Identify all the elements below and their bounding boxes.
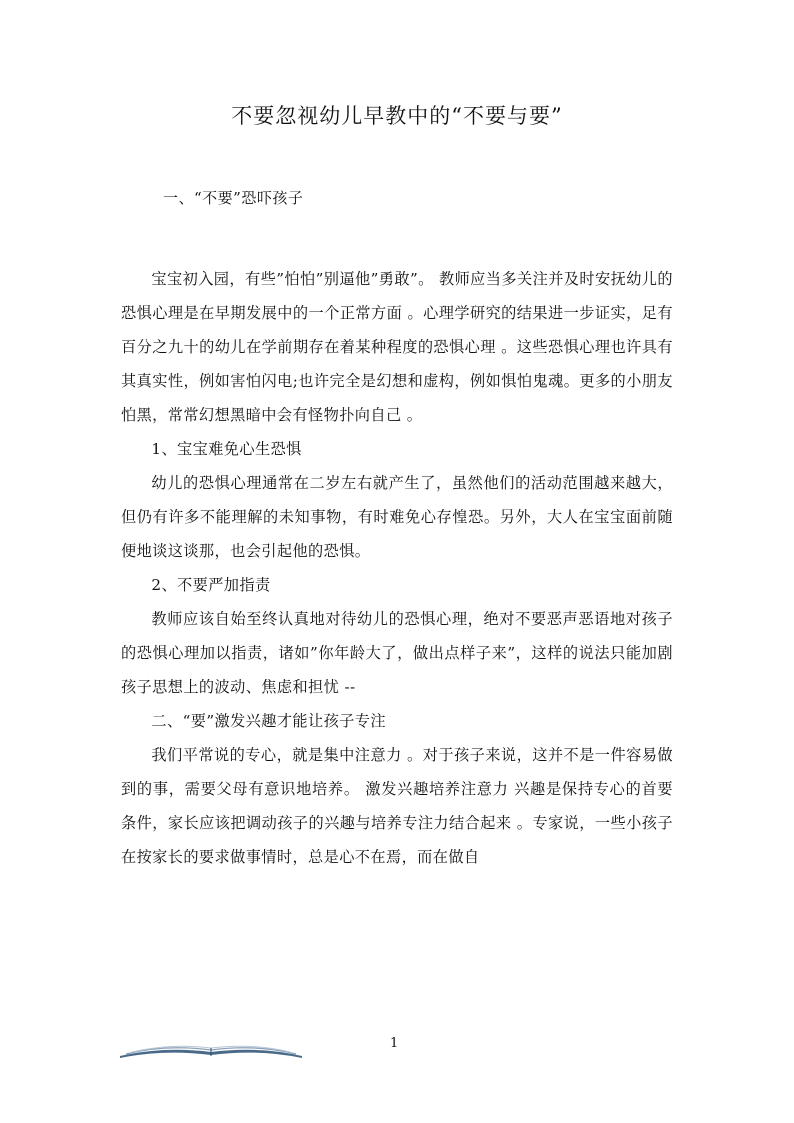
document-title: 不要忽视幼儿早教中的“不要与要” — [231, 104, 563, 128]
paragraph-1: 宝宝初入园，有些”怕怕”别逼他”勇敢”。 教师应当多关注并及时安抚幼儿的恐惧心理是在早期发展中的一个正常方面 。心理学研究的结果进一步证实，足有百分之九十的幼儿在学前期存在着某种程度的恐惧心理 。这些恐惧心理也许具有其真实性，例如害怕闪电;也许完全是幻想和虚构，例如惧怕鬼魂。更多的小朋友怕黑，常常幻想黑暗中会有怪物扑向自己 。 — [121, 270, 673, 424]
paragraph-2: 幼儿的恐惧心理通常在二岁左右就产生了，虽然他们的活动范围越来越大，但仍有许多不能理解的未知事物，有时难免心存惶恐。另外，大人在宝宝面前随便地谈这谈那，也会引起他的恐惧。 — [121, 474, 673, 560]
subheading-2: 2、不要严加指责 — [151, 576, 271, 594]
book-decoration-icon — [118, 1040, 304, 1060]
paragraph-4: 我们平常说的专心，就是集中注意力 。对于孩子来说，这并不是一件容易做到的事，需要父母有意识地培养。 激发兴趣培养注意力 兴趣是保持专心的首要条件，家长应该把调动孩子的兴趣与培养专注力结合起来 。专家说，一些小孩子在按家长的要求做事情时，总是心不在焉，而在做自 — [121, 746, 673, 866]
body-text — [121, 262, 673, 874]
section-heading-2: 二、“要”激发兴趣才能让孩子专注 — [151, 712, 386, 730]
section-heading-1: 一、“不要”恐吓孩子 — [163, 189, 304, 207]
subheading-1: 1、宝宝难免心生恐惧 — [151, 440, 302, 458]
page-number: 1 — [390, 1036, 399, 1051]
paragraph-3: 教师应该自始至终认真地对待幼儿的恐惧心理，绝对不要恶声恶语地对孩子的恐惧心理加以指责，诸如”你年龄大了，做出点样子来”，这样的说法只能加剧孩子思想上的波动、焦虑和担忧 -- — [121, 610, 673, 696]
